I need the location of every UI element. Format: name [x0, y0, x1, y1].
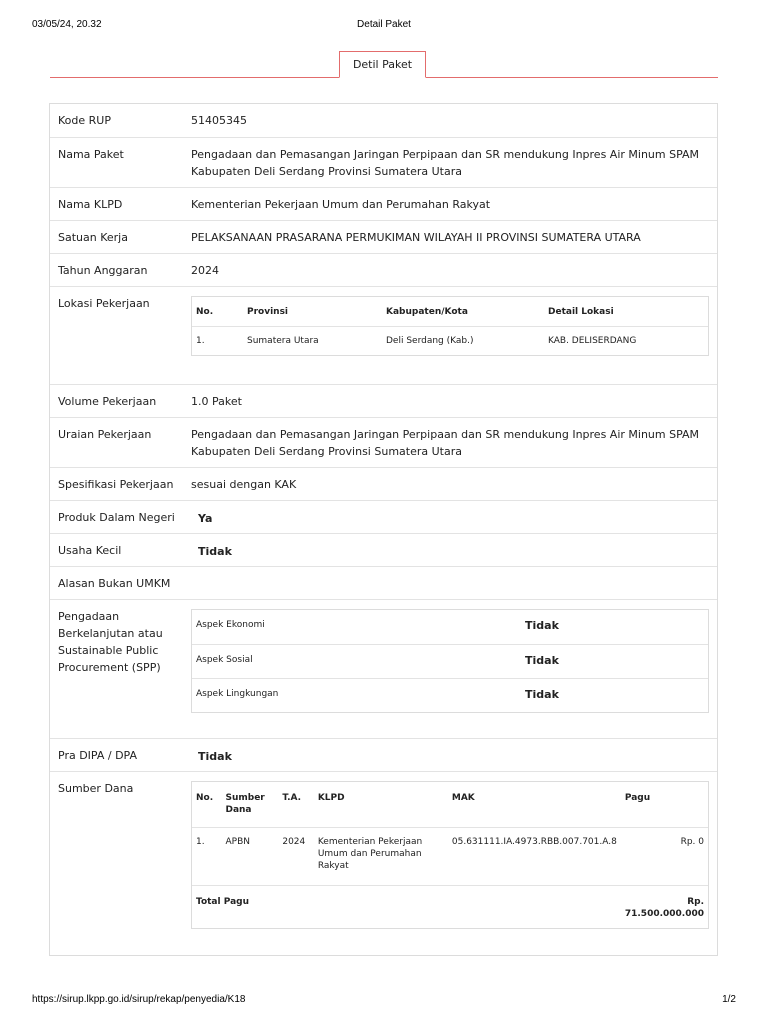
sd-cell-no: 1. — [192, 827, 221, 885]
tab-bar — [50, 51, 718, 78]
sd-total-value: Rp. 71.500.000.000 — [621, 885, 708, 928]
label-tahun-anggaran: Tahun Anggaran — [58, 264, 148, 277]
table-row — [192, 644, 708, 678]
sd-total-label: Total Pagu — [192, 885, 621, 928]
sumber-dana-header-row — [192, 782, 708, 827]
row-satuan-kerja — [50, 220, 717, 253]
label-nama-paket: Nama Paket — [58, 148, 124, 161]
print-page-number: 1/2 — [722, 994, 736, 1005]
spp-value-sosial: Tidak — [521, 644, 708, 678]
sd-cell-klpd: Kementerian Pekerjaan Umum dan Perumahan Rakyat — [314, 827, 448, 885]
sumber-dana-cell — [183, 772, 717, 955]
spp-aspek-ekonomi: Aspek Ekonomi — [196, 620, 265, 630]
value-spesifikasi: sesuai dengan KAK — [191, 478, 297, 491]
lokasi-col-kabupaten: Kabupaten/Kota — [386, 307, 468, 317]
label-satuan-kerja: Satuan Kerja — [58, 231, 128, 244]
lokasi-col-provinsi: Provinsi — [247, 307, 289, 317]
print-title: Detail Paket — [357, 19, 411, 30]
label-spesifikasi: Spesifikasi Pekerjaan — [58, 478, 174, 491]
sd-total-row — [192, 885, 708, 928]
spp-aspek-sosial: Aspek Sosial — [192, 644, 521, 678]
sd-cell-ta: 2024 — [278, 827, 313, 885]
table-row — [192, 326, 708, 355]
label-alasan-umkm: Alasan Bukan UMKM — [58, 577, 171, 590]
lokasi-cell-detail: KAB. DELISERDANG — [544, 326, 708, 355]
print-datetime: 03/05/24, 20.32 — [32, 19, 102, 30]
value-nama-paket: Pengadaan dan Pemasangan Jaringan Perpipaan dan SR mendukung Inpres Air Minum SPAM Kabupaten Deli Serdang Provinsi Sumatera Utara — [191, 148, 700, 178]
label-volume: Volume Pekerjaan — [58, 395, 157, 408]
print-url: https://sirup.lkpp.go.id/sirup/rekap/penyedia/K18 — [32, 994, 246, 1005]
tab-detil-paket[interactable]: Detil Paket — [339, 51, 426, 78]
value-satuan-kerja: PELAKSANAAN PRASARANA PERMUKIMAN WILAYAH II PROVINSI SUMATERA UTARA — [191, 231, 641, 244]
row-pdn — [50, 500, 717, 533]
label-pdn: Produk Dalam Negeri — [58, 511, 175, 524]
value-alasan-umkm — [183, 567, 717, 599]
row-lokasi-pekerjaan — [50, 286, 717, 384]
label-spp: Pengadaan Berkelanjutan atau Sustainable Public Procurement (SPP) — [58, 610, 163, 674]
sd-col-ta: T.A. — [282, 793, 302, 803]
row-uraian — [50, 417, 717, 467]
spp-aspek-lingkungan: Aspek Lingkungan — [192, 678, 521, 712]
sd-cell-mak: 05.631111.IA.4973.RBB.007.701.A.8 — [448, 827, 621, 885]
sd-cell-pagu: Rp. 0 — [621, 827, 708, 885]
label-lokasi-pekerjaan: Lokasi Pekerjaan — [58, 297, 150, 310]
lokasi-cell-no: 1. — [192, 326, 243, 355]
row-spp — [50, 599, 717, 738]
spp-value-ekonomi: Tidak — [525, 619, 559, 632]
lokasi-table — [191, 296, 709, 356]
lokasi-header-row — [192, 297, 708, 326]
row-alasan-umkm — [50, 566, 717, 599]
row-spesifikasi — [50, 467, 717, 500]
sd-col-pagu: Pagu — [624, 793, 651, 803]
spp-cell — [183, 600, 717, 738]
row-pra-dipa — [50, 738, 717, 771]
row-tahun-anggaran — [50, 253, 717, 286]
table-row — [192, 827, 708, 885]
row-usaha-kecil — [50, 533, 717, 566]
lokasi-cell — [183, 287, 717, 384]
value-pdn: Ya — [198, 512, 213, 525]
sd-col-no: No. — [196, 793, 214, 803]
sd-cell-sumber: APBN — [221, 827, 278, 885]
label-kode-rup: Kode RUP — [58, 114, 111, 127]
lokasi-cell-provinsi: Sumatera Utara — [243, 326, 382, 355]
value-nama-klpd: Kementerian Pekerjaan Umum dan Perumahan Rakyat — [191, 198, 491, 211]
lokasi-col-no: No. — [196, 307, 214, 317]
label-usaha-kecil: Usaha Kecil — [58, 544, 122, 557]
row-volume — [50, 384, 717, 417]
row-sumber-dana — [50, 771, 717, 955]
label-pra-dipa: Pra DIPA / DPA — [58, 749, 137, 762]
value-pra-dipa: Tidak — [198, 750, 232, 763]
value-tahun-anggaran: 2024 — [191, 264, 219, 277]
table-row — [192, 678, 708, 712]
row-kode-rup — [50, 104, 717, 137]
value-volume: 1.0 Paket — [191, 395, 242, 408]
table-row — [192, 610, 708, 644]
label-nama-klpd: Nama KLPD — [58, 198, 123, 211]
print-header — [32, 19, 736, 33]
row-nama-paket — [50, 137, 717, 187]
label-uraian: Uraian Pekerjaan — [58, 428, 152, 441]
detail-table — [49, 103, 718, 956]
sumber-dana-table — [191, 781, 709, 929]
print-footer — [32, 994, 736, 1008]
sd-col-klpd: KLPD — [317, 793, 345, 803]
row-nama-klpd — [50, 187, 717, 220]
sd-col-mak: MAK — [451, 793, 475, 803]
value-kode-rup: 51405345 — [191, 114, 247, 127]
sd-col-sumber: Sumber Dana — [225, 793, 265, 815]
value-uraian: Pengadaan dan Pemasangan Jaringan Perpipaan dan SR mendukung Inpres Air Minum SPAM Kabupaten Deli Serdang Provinsi Sumatera Utara — [191, 428, 700, 458]
lokasi-cell-kabupaten: Deli Serdang (Kab.) — [382, 326, 544, 355]
value-usaha-kecil: Tidak — [198, 545, 232, 558]
spp-table — [191, 609, 709, 713]
spp-value-lingkungan: Tidak — [521, 678, 708, 712]
lokasi-col-detail: Detail Lokasi — [548, 307, 614, 317]
label-sumber-dana: Sumber Dana — [58, 782, 134, 795]
